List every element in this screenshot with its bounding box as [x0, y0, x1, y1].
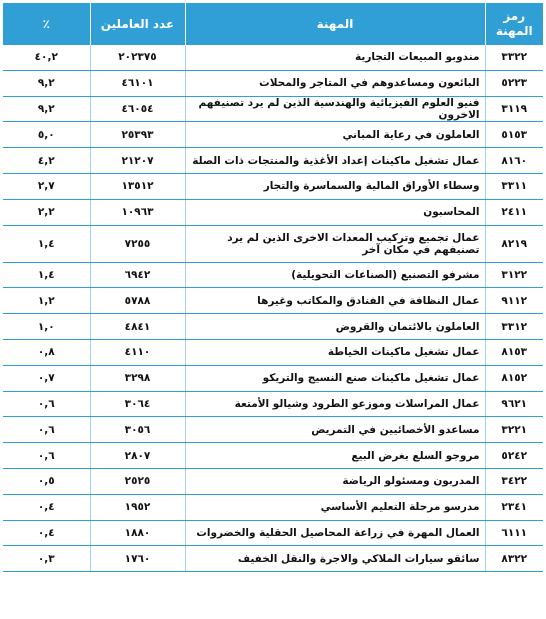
cell-pct: ٩,٢ — [3, 70, 90, 96]
cell-count: ٤٦١٠١ — [90, 70, 185, 96]
table-row — [3, 225, 543, 262]
table-row — [3, 443, 543, 469]
cell-code: ٢٤١١ — [485, 199, 543, 225]
table-row — [3, 520, 543, 546]
cell-pct: ٢,٢ — [3, 199, 90, 225]
cell-count: ١٧٦٠ — [90, 546, 185, 572]
cell-code: ٣١٢٢ — [485, 262, 543, 288]
table-row — [3, 314, 543, 340]
cell-code: ٩١١٢ — [485, 288, 543, 314]
table-row — [3, 122, 543, 148]
cell-occupation: وسطاء الأوراق المالية والسماسرة والتجار — [185, 173, 485, 199]
table-row — [3, 288, 543, 314]
cell-occupation: سائقو سيارات الملاكي والاجرة والنقل الخفيف — [185, 546, 485, 572]
table-row — [3, 45, 543, 70]
table-row — [3, 365, 543, 391]
cell-pct: ٠,٦ — [3, 417, 90, 443]
cell-pct: ٠,٦ — [3, 391, 90, 417]
cell-count: ٥٧٨٨ — [90, 288, 185, 314]
cell-count: ٤٨٤١ — [90, 314, 185, 340]
cell-code: ٨٢١٩ — [485, 225, 543, 262]
cell-pct: ٠,٤ — [3, 520, 90, 546]
cell-code: ٨١٥٢ — [485, 365, 543, 391]
cell-code: ٣٢٢١ — [485, 417, 543, 443]
table-header-row — [3, 3, 543, 45]
table-row — [3, 468, 543, 494]
cell-pct: ١,٤ — [3, 225, 90, 262]
cell-occupation: المدربون ومسئولو الرياضة — [185, 468, 485, 494]
cell-pct: ٤,٢ — [3, 148, 90, 174]
cell-count: ٢٨٠٧ — [90, 443, 185, 469]
cell-occupation: عمال تشغيل ماكينات صنع النسيج والتريكو — [185, 365, 485, 391]
cell-count: ١٨٨٠ — [90, 520, 185, 546]
cell-occupation: مروجو السلع بغرض البيع — [185, 443, 485, 469]
cell-count: ٧٢٥٥ — [90, 225, 185, 262]
cell-count: ٦٩٤٢ — [90, 262, 185, 288]
cell-count: ٣٠٦٤ — [90, 391, 185, 417]
cell-occupation: البائعون ومساعدوهم في المتاجر والمحلات — [185, 70, 485, 96]
occupations-table — [3, 3, 543, 572]
cell-occupation: عمال المراسلات وموزعو الطرود وشيالو الأمتعة — [185, 391, 485, 417]
table-row — [3, 339, 543, 365]
cell-code: ٣٣١١ — [485, 173, 543, 199]
cell-occupation: مندوبو المبيعات التجارية — [185, 45, 485, 70]
cell-pct: ٠,٣ — [3, 546, 90, 572]
cell-pct: ٠,٤ — [3, 494, 90, 520]
cell-occupation: العاملون في رعاية المباني — [185, 122, 485, 148]
cell-count: ٢٠٢٣٧٥ — [90, 45, 185, 70]
cell-occupation: عمال النظافة في الفنادق والمكاتب وغيرها — [185, 288, 485, 314]
table-row — [3, 70, 543, 96]
cell-pct: ٤٠,٢ — [3, 45, 90, 70]
table-row — [3, 391, 543, 417]
table-row — [3, 96, 543, 122]
cell-count: ٢٥٢٥ — [90, 468, 185, 494]
table-row — [3, 173, 543, 199]
cell-pct: ١,٢ — [3, 288, 90, 314]
cell-code: ٥١٥٣ — [485, 122, 543, 148]
cell-code: ٣٤٢٢ — [485, 468, 543, 494]
table-row — [3, 148, 543, 174]
cell-pct: ٠,٨ — [3, 339, 90, 365]
cell-count: ١٠٩٦٣ — [90, 199, 185, 225]
cell-pct: ٠,٧ — [3, 365, 90, 391]
cell-code: ٨١٥٣ — [485, 339, 543, 365]
table-row — [3, 199, 543, 225]
cell-occupation: مدرسو مرحلة التعليم الأساسي — [185, 494, 485, 520]
cell-code: ٣٣١٢ — [485, 314, 543, 340]
header-code: رمز المهنة — [485, 3, 543, 45]
header-occupation: المهنة — [185, 3, 485, 45]
cell-occupation: العمال المهرة في زراعة المحاصيل الحقلية والخضروات — [185, 520, 485, 546]
cell-code: ٨١٦٠ — [485, 148, 543, 174]
cell-count: ٤١١٠ — [90, 339, 185, 365]
cell-count: ١٣٥١٢ — [90, 173, 185, 199]
cell-pct: ٥,٠ — [3, 122, 90, 148]
cell-code: ٩٦٢١ — [485, 391, 543, 417]
table-row — [3, 546, 543, 572]
cell-occupation: عمال تشغيل ماكينات إعداد الأغذية والمنتجات ذات الصلة — [185, 148, 485, 174]
cell-occupation: عمال تشغيل ماكينات الخياطة — [185, 339, 485, 365]
cell-code: ٨٣٢٢ — [485, 546, 543, 572]
cell-code: ٦١١١ — [485, 520, 543, 546]
cell-count: ٤٦٠٥٤ — [90, 96, 185, 122]
cell-code: ٢٣٤١ — [485, 494, 543, 520]
cell-occupation: مشرفو التصنيع (الصناعات التحويلية) — [185, 262, 485, 288]
cell-count: ٣٢٩٨ — [90, 365, 185, 391]
cell-occupation: فنيو العلوم الفيزيائية والهندسية الذين لم يرد تصنيفهم الاخرون — [185, 96, 485, 122]
cell-occupation: العاملون بالائتمان والقروض — [185, 314, 485, 340]
table-row — [3, 494, 543, 520]
cell-code: ٥٢٢٣ — [485, 70, 543, 96]
cell-count: ٣٠٥٦ — [90, 417, 185, 443]
header-count: عدد العاملين — [90, 3, 185, 45]
cell-pct: ٠,٦ — [3, 443, 90, 469]
cell-count: ٢١٢٠٧ — [90, 148, 185, 174]
cell-pct: ٩,٢ — [3, 96, 90, 122]
cell-code: ٣٣٢٢ — [485, 45, 543, 70]
header-pct: ٪ — [3, 3, 90, 45]
cell-pct: ٢,٧ — [3, 173, 90, 199]
cell-pct: ١,٠ — [3, 314, 90, 340]
cell-occupation: المحاسبون — [185, 199, 485, 225]
cell-occupation: عمال تجميع وتركيب المعدات الاخرى الذين لم يرد تصنيفهم في مكان آخر — [185, 225, 485, 262]
cell-pct: ٠,٥ — [3, 468, 90, 494]
cell-count: ٢٥٣٩٣ — [90, 122, 185, 148]
cell-count: ١٩٥٢ — [90, 494, 185, 520]
cell-code: ٣١١٩ — [485, 96, 543, 122]
table-row — [3, 262, 543, 288]
cell-occupation: مساعدو الأخصائيين في التمريض — [185, 417, 485, 443]
occupations-table-frame — [3, 3, 543, 615]
cell-code: ٥٢٤٢ — [485, 443, 543, 469]
table-row — [3, 417, 543, 443]
cell-pct: ١,٤ — [3, 262, 90, 288]
